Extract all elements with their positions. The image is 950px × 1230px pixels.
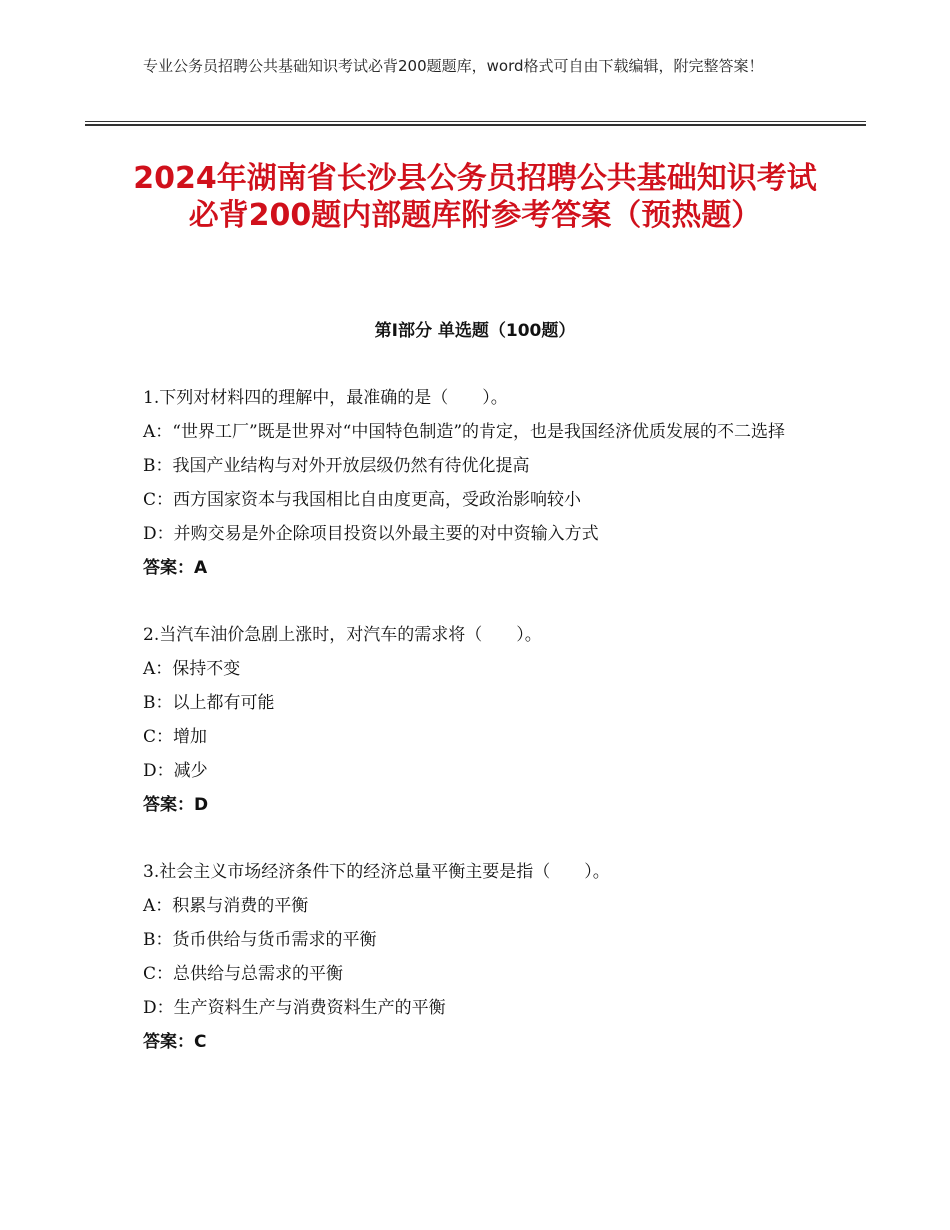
answer: 答案：C — [143, 1032, 207, 1052]
header-note: 专业公务员招聘公共基础知识考试必背200题题库，word格式可自由下载编辑，附完整答案！ — [143, 57, 764, 75]
option-a: A：积累与消费的平衡 — [143, 896, 309, 916]
option-a: A：保持不变 — [143, 659, 241, 679]
option-b: B：货币供给与货币需求的平衡 — [143, 930, 377, 950]
option-c: C：西方国家资本与我国相比自由度更高，受政治影响较小 — [143, 490, 582, 510]
header-divider — [85, 121, 866, 126]
option-b: B：以上都有可能 — [143, 693, 275, 713]
question-stem: 1.下列对材料四的理解中，最准确的是（ ）。 — [143, 388, 508, 408]
option-d: D：减少 — [143, 761, 208, 781]
question-1 — [143, 381, 833, 585]
option-b: B：我国产业结构与对外开放层级仍然有待优化提高 — [143, 456, 530, 476]
option-d: D：生产资料生产与消费资料生产的平衡 — [143, 998, 446, 1018]
answer: 答案：A — [143, 558, 208, 578]
option-c: C：总供给与总需求的平衡 — [143, 964, 344, 984]
option-d: D：并购交易是外企除项目投资以外最主要的对中资输入方式 — [143, 524, 599, 544]
section-title: 第Ⅰ部分 单选题（100题） — [374, 321, 576, 341]
question-stem: 3.社会主义市场经济条件下的经济总量平衡主要是指（ ）。 — [143, 862, 610, 882]
question-2 — [143, 618, 833, 822]
option-c: C：增加 — [143, 727, 208, 747]
option-a: A：“世界工厂”既是世界对“中国特色制造”的肯定，也是我国经济优质发展的不二选择 — [143, 422, 786, 442]
question-stem: 2.当汽车油价急剧上涨时，对汽车的需求将（ ）。 — [143, 625, 542, 645]
question-list — [143, 381, 833, 1092]
answer: 答案：D — [143, 795, 209, 815]
document-title: 2024年湖南省长沙县公务员招聘公共基础知识考试必背200题内部题库附参考答案（预热题） — [133, 161, 817, 233]
question-3 — [143, 855, 833, 1059]
